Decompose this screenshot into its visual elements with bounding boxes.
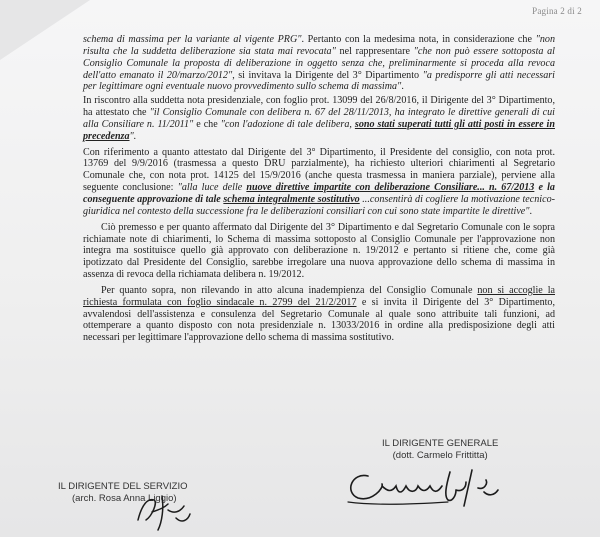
underlined-emphasis: sono stati superati tutti gli atti posti in essere in precedenza	[83, 118, 555, 142]
underlined-emphasis: nuove direttive impartite con deliberazione Consiliare... n. 67/2013	[246, 182, 535, 194]
paragraph-5	[83, 285, 555, 344]
page-number: Pagina 2 di 2	[532, 6, 582, 16]
text-span: "non risulta che la suddetta deliberazione sia stata mai revocata"	[83, 34, 555, 57]
text-span: e che	[193, 118, 221, 130]
paragraph-2	[83, 95, 555, 142]
text-span: In riscontro alla suddetta nota presidenziale, con foglio prot. 13099 del 26/8/2016, il Dirigente del 3° Dipartimento, ha attestato che	[83, 95, 555, 119]
text-span: Con riferimento a quanto attestato dal Dirigente del 3° Dipartimento, il Presidente del consiglio, con nota prot. 13769 del 9/9/2016 (trasmessa a questo DRU parzialmente), ha richiesto ulteriori chiarimenti al Segretario Comunale che, con nota prot. 14125 del 15/9/2016 (anche questa trasmessa in maniera parziale), perviene alla seguente conclusione:	[83, 146, 555, 194]
text-span: "alla luce delle	[177, 182, 247, 194]
signatory-name: (arch. Rosa Anna Liggio)	[72, 493, 177, 504]
handwritten-signature-left	[128, 490, 198, 534]
text-span: "a predisporre gli atti necessari per legittimare ogni eventuale nuovo provvedimento sullo schema di massima"	[83, 69, 555, 93]
handwritten-signature-right	[338, 462, 518, 510]
text-span: , si invitava la Dirigente del 3° Dipartimento	[232, 69, 423, 81]
signatory-title: IL DIRIGENTE DEL SERVIZIO	[58, 481, 188, 492]
text-span: "che non può essere sottoposta al Consiglio Comunale la proposta di deliberazione in oggetto senza che, preliminarmente si proceda alla revoca dell'atto emanato il 20/marzo/2012"	[83, 45, 555, 81]
signature-block-director-general	[382, 438, 498, 462]
signatory-name: (dott. Carmelo Frittitta)	[392, 450, 488, 461]
text-span: ".	[129, 130, 137, 142]
text-span: Per quanto sopra, non rilevando in atto alcuna inadempienza del Consiglio Comunale	[101, 284, 478, 296]
paragraph-3	[83, 147, 555, 218]
paragraph-1	[83, 34, 555, 93]
paragraph-4: Ciò premesso e per quanto affermato dal Dirigente del 3° Dipartimento e dal Segretario Comunale con le sopra richiamate note di chiarimenti, lo Schema di massima sottoposto al Consiglio Comunale per l'approvazione non integra ma sostituisce quello già approvato con deliberazione n. 19/2012 e pertanto si ritiene che, come già ipotizzato dal Presidente del Consiglio, sarebbe irregolare una nuova approvazione dello schema di massima in assenza di revoca della richiamata delibera n. 19/2012.	[83, 221, 555, 281]
text-span: e si invita il Dirigente del 3° Dipartimento, avvalendosi dell'assistenza e consulenza del Segretario Comunale al quale sono attribuite tali funzioni, ad ottemperare a quanto disposto con nota presidenziale n. 13033/2016 in ordine alla predisposizione degli atti necessari per legittimare l'approvazione dello schema di massima sostitutivo.	[83, 296, 555, 344]
text-span: "il Consiglio Comunale con delibera n. 67 del 28/11/2013, ha integrato le direttive generali di cui alla Consiliare n. 11/2011"	[83, 107, 555, 130]
text-span: .	[529, 205, 533, 217]
text-span: . Pertanto con la medesima nota, in considerazione che	[301, 34, 536, 45]
page-fold-shadow	[0, 0, 90, 60]
text-span: e la conseguente approvazione di tale	[83, 182, 555, 205]
signatory-title: IL DIRIGENTE GENERALE	[382, 438, 499, 449]
text-span: ...consentirà di cogliere la motivazione tecnico-giuridica nel contesto della successione fra le deliberazioni consiliari con cui sono state impartite le direttive"	[83, 193, 555, 217]
text-span: nel rappresentare	[335, 45, 414, 57]
text-span: "con l'adozione di tale delibera,	[220, 118, 355, 130]
document-body	[83, 34, 555, 348]
underlined-text: non si accoglie la richiesta formulata con foglio sindacale n. 2799 del 21/2/2017	[83, 284, 555, 308]
text-span: schema di massima per la variante al vigente PRG"	[83, 34, 302, 45]
text-span: .	[401, 81, 404, 93]
underlined-emphasis: schema integralmente sostitutivo	[223, 193, 360, 205]
